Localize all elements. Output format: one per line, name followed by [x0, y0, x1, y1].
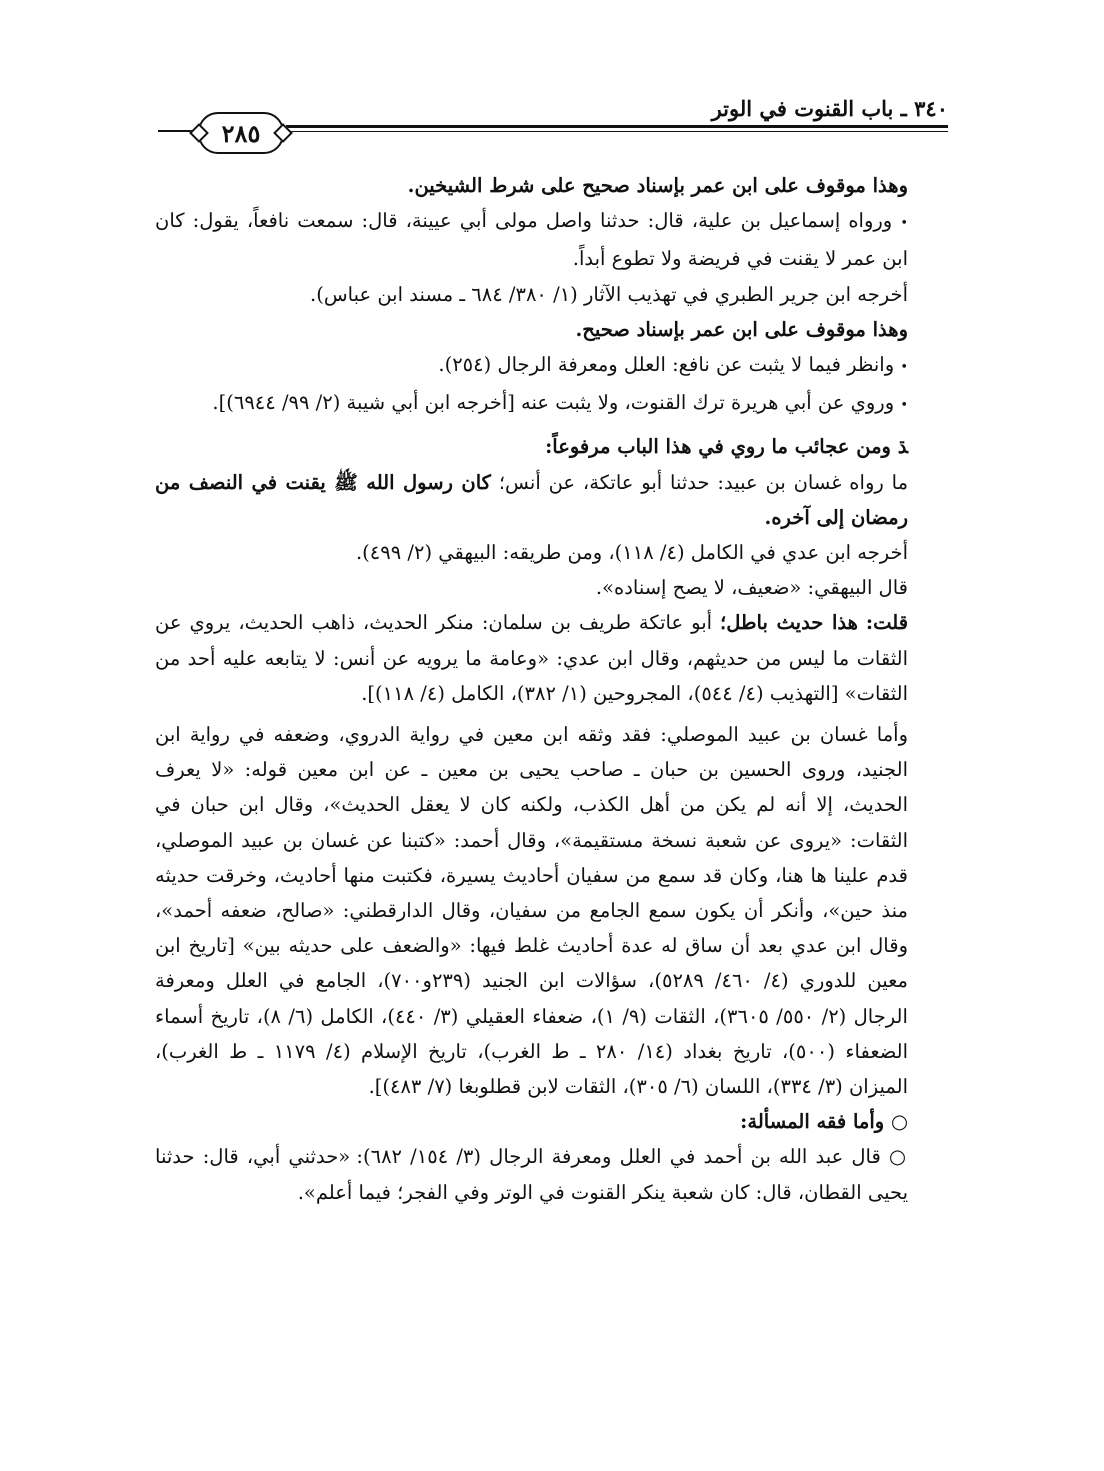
paragraph — [155, 312, 950, 347]
page-number-badge — [198, 112, 284, 154]
paragraph-text: قال البيهقي: «ضعيف، لا يصح إسناده». — [595, 576, 908, 600]
section-mark-icon: ﮅ — [897, 435, 908, 459]
header-rule-left — [158, 130, 192, 132]
paragraph-text: وهذا موقوف على ابن عمر بإسناد صحيح على شرط الشيخين. — [407, 174, 908, 197]
paragraph — [155, 347, 950, 385]
paragraph-text: وانظر فيما لا يثبت عن نافع: العلل ومعرفة الرجال (٢٥٤). — [438, 353, 895, 377]
circle-bullet-icon: ○ — [889, 1145, 908, 1169]
page-body — [155, 168, 950, 1210]
paragraph-text: قال عبد الله بن أحمد في العلل ومعرفة الرجال (٣/ ١٥٤/ ٦٨٢): «حدثني أبي، قال: حدثنا يحيى القطان، قال: كان شعبة ينكر القنوت في الوتر وفي الفجر؛ فيما أعلم». — [155, 1145, 908, 1204]
chapter-title: ٣٤٠ ـ باب القنوت في الوتر — [711, 96, 948, 121]
header-rule-bottom — [286, 131, 948, 132]
ruling-text: هذا حديث باطل؛ — [720, 611, 858, 635]
paragraph — [155, 570, 950, 605]
paragraph-text: وروي عن أبي هريرة ترك القنوت، ولا يثبت عنه [أخرجه ابن أبي شيبة (٢/ ٩٩/ ٦٩٤٤)]. — [212, 391, 895, 415]
paragraph — [155, 429, 950, 464]
paragraph — [155, 203, 950, 276]
paragraph-text: ورواه إسماعيل بن علية، قال: حدثنا واصل مولى أبي عيينة، قال: سمعت نافعاً، يقول: كان ابن عمر لا يقنت في فريضة ولا تطوع أبداً. — [155, 209, 908, 271]
paragraph-lead: قلت: — [865, 611, 909, 635]
paragraph-text: ما رواه غسان بن عبيد: حدثنا أبو عاتكة، عن أنس؛ — [498, 470, 909, 494]
circle-bullet-icon: ○ — [890, 1110, 908, 1134]
paragraph — [155, 277, 950, 312]
bullet-icon: • — [900, 216, 908, 232]
paragraph — [155, 605, 950, 711]
paragraph — [155, 717, 950, 1104]
paragraph-text: أبو عاتكة طريف بن سلمان: منكر الحديث، ذاهب الحديث، يروي عن الثقات ما ليس من حديثهم، وقال ابن عدي: «وعامة ما يرويه عن أنس: لا يتابعه عليه أحد من الثقات» [التهذيب (٤/ ٥٤٤)، المجروحين (١/ ٣٨٢)، الكامل (٤/ ١١٨)]. — [155, 611, 908, 705]
paragraph-text: أخرجه ابن جرير الطبري في تهذيب الآثار (١/ ٣٨٠/ ٦٨٤ ـ مسند ابن عباس). — [310, 282, 908, 306]
page-header — [158, 92, 948, 152]
paragraph — [155, 535, 950, 570]
paragraph — [155, 465, 950, 535]
paragraph — [155, 168, 950, 203]
paragraph-text: وهذا موقوف على ابن عمر بإسناد صحيح. — [575, 317, 908, 341]
hadith-text: كان رسول الله ﷺ يقنت في النصف من رمضان إلى آخره. — [155, 470, 908, 529]
paragraph — [155, 385, 950, 423]
paragraph-text: وأما غسان بن عبيد الموصلي: فقد وثقه ابن معين في رواية الدروي، وضعفه في رواية ابن الجنيد، وروى الحسين بن حبان ـ صاحب يحيى بن معين ـ عن ابن معين قوله: «لا يعرف الحديث، إلا أنه لم يكن من أهل الكذب، ولكنه كان لا يعقل الحديث»، وقال ابن حبان في الثقات: «يروى عن شعبة نسخة مستقيمة»، وقال أحمد: «كتبنا عن غسان بن عبيد الموصلي، قدم علينا ها هنا، وكان قد سمع من سفيان أحاديث يسيرة، فكتبت منها أحاديث، وخرقت حديثه منذ حين»، وأنكر أن يكون سمع الجامع من سفيان، وقال الدارقطني: «صالح، ضعفه أحمد»، وقال ابن عدي بعد أن ساق له عدة أحاديث غلط فيها: «والضعف على حديثه بين» [تاريخ ابن معين للدوري (٤/ ٤٦٠/ ٥٢٨٩)، سؤالات ابن الجنيد (٢٣٩و٧٠٠)، الجامع في العلل ومعرفة الرجال (٢/ ٥٥٠/ ٣٦٠٥)، الثقات (٩/ ١)، ضعفاء العقيلي (٣/ ٤٤٠)، الكامل (٦/ ٨)، تاريخ أسماء الضعفاء (٥٠٠)، تاريخ بغداد (١٤/ ٢٨٠ ـ ط الغرب)، تاريخ الإسلام (٤/ ١١٧٩ ـ ط الغرب)، الميزان (٣/ ٣٣٤)، اللسان (٦/ ٣٠٥)، الثقات لابن قطلوبغا (٧/ ٤٨٣)]. — [155, 723, 908, 1099]
page-number: ٢٨٥ — [221, 118, 261, 148]
paragraph — [155, 1139, 950, 1209]
paragraph — [155, 1104, 950, 1139]
bullet-icon: • — [900, 360, 908, 376]
paragraph-text: ومن عجائب ما روي في هذا الباب مرفوعاً: — [545, 435, 891, 459]
header-rule-top — [286, 125, 948, 128]
paragraph-text: أخرجه ابن عدي في الكامل (٤/ ١١٨)، ومن طريقه: البيهقي (٢/ ٤٩٩). — [355, 541, 908, 565]
bullet-icon: • — [900, 398, 908, 414]
paragraph-text: وأما فقه المسألة: — [740, 1110, 885, 1134]
